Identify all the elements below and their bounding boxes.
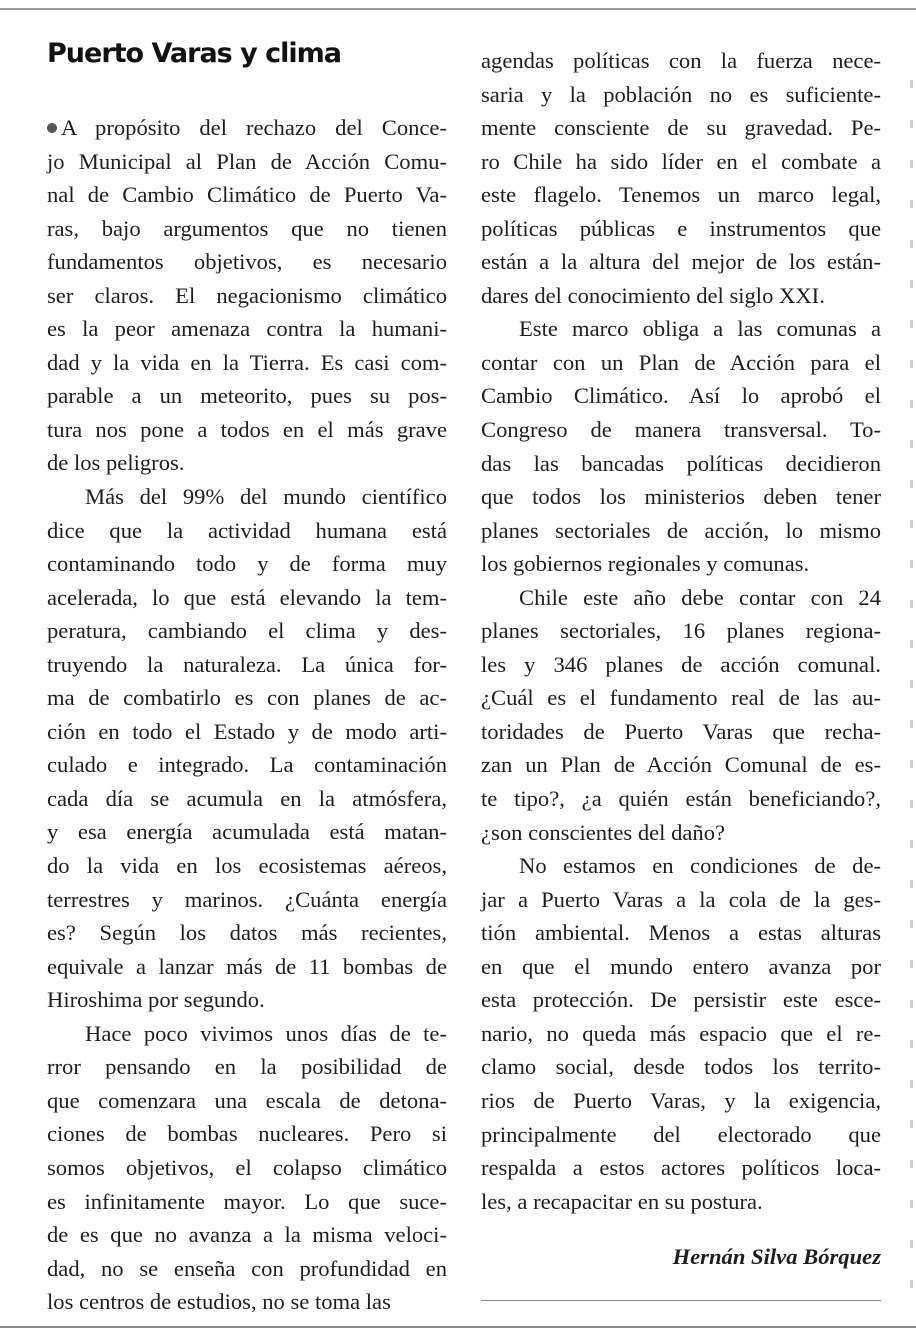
text-line: jo Municipal al Plan de Acción Comu- (47, 148, 447, 174)
text-line: cada día se acumula en la atmósfera, (47, 785, 447, 811)
text-line: somos objetivos, el colapso climático (47, 1154, 447, 1180)
text-line: equivale a lanzar más de 11 bombas de (47, 953, 447, 979)
text-line: ser claros. El negacionismo climático (47, 282, 447, 308)
text-line: truyendo la naturaleza. La única for- (47, 651, 447, 677)
text-line: los gobiernos regionales y comunas. (481, 551, 810, 577)
text-line: peratura, cambiando el clima y des- (47, 618, 447, 644)
text-line: contaminando todo y de forma muy (47, 551, 447, 577)
text-line: dad y la vida en la Tierra. Es casi com- (47, 349, 447, 375)
text-line: parable a un meteorito, pues su pos- (47, 383, 447, 409)
text-line: es infinitamente mayor. Lo que suce- (47, 1188, 447, 1214)
text-line: los centros de estudios, no se toma las (47, 1289, 391, 1315)
left-column (47, 111, 447, 1319)
text-line: ro Chile ha sido líder en el combate a (481, 148, 881, 174)
text-line: ¿son conscientes del daño? (481, 819, 726, 845)
text-line: principalmente del electorado que (481, 1121, 881, 1147)
text-line: dares del conocimiento del siglo XXI. (481, 282, 825, 308)
right-column (481, 44, 881, 1218)
text-line-content: A propósito del rechazo del Conce- (61, 115, 447, 140)
text-line: do la vida en los ecosistemas aéreos, (47, 853, 447, 879)
text-line: ción en todo el Estado y de modo arti- (47, 718, 447, 744)
scan-edge-marks (910, 80, 913, 1320)
text-line: de es que no avanza a la misma veloci- (47, 1222, 447, 1248)
text-line: saria y la población no es suficiente- (481, 81, 881, 107)
author-signature: Hernán Silva Bórquez (672, 1244, 881, 1269)
text-line: Cambio Climático. Así lo aprobó el (481, 383, 881, 409)
text-line: es la peor amenaza contra la humani- (47, 316, 447, 342)
top-rule (0, 8, 916, 10)
text-line: respalda a estos actores políticos loca- (481, 1155, 881, 1181)
text-line: planes sectoriales, 16 planes regiona- (481, 618, 881, 644)
text-line: rror pensando en la posibilidad de (47, 1054, 447, 1080)
text-line: clamo social, desde todos los territo- (481, 1054, 881, 1080)
text-line: contar con un Plan de Acción para el (481, 349, 881, 375)
text-line: de los peligros. (47, 450, 185, 476)
text-line: Chile este año debe contar con 24 (519, 584, 881, 610)
text-line: nario, no queda más espacio que el re- (481, 1020, 881, 1046)
text-line: Más del 99% del mundo científico (85, 484, 447, 510)
text-line: Este marco obliga a las comunas a (519, 316, 881, 342)
text-line: en que el mundo entero avanza por (481, 953, 881, 979)
text-line: fundamentos objetivos, es necesario (47, 249, 447, 275)
text-line: ras, bajo argumentos que no tienen (47, 215, 447, 241)
text-line: das las bancadas políticas decidieron (481, 450, 881, 476)
text-line: les y 346 planes de acción comunal. (481, 651, 881, 677)
text-line: que todos los ministerios deben tener (481, 484, 881, 510)
text-line: tión ambiental. Menos a estas alturas (481, 920, 881, 946)
text-line: nal de Cambio Climático de Puerto Va- (47, 182, 447, 208)
text-line: tura nos pone a todos en el más grave (47, 416, 447, 442)
text-line: mente consciente de su gravedad. Pe- (481, 115, 881, 141)
text-line: zan un Plan de Acción Comunal de es- (481, 752, 881, 778)
text-line: Hiroshima por segundo. (47, 987, 265, 1013)
text-line: ¿Cuál es el fundamento real de las au- (481, 685, 881, 711)
text-line: esta protección. De persistir este esce- (481, 987, 881, 1013)
text-line: dice que la actividad humana está (47, 517, 447, 543)
article-title: Puerto Varas y clima (47, 38, 342, 69)
text-line: te tipo?, ¿a quién están beneficiando?, (481, 786, 881, 812)
text-line: rios de Puerto Varas, y la exigencia, (481, 1087, 881, 1113)
text-line: agendas políticas con la fuerza nece- (481, 48, 881, 73)
text-line: están a la altura del mejor de los están- (481, 249, 881, 275)
text-line: dad, no se enseña con profundidad en (47, 1255, 447, 1281)
text-line: ma de combatirlo es con planes de ac- (47, 685, 447, 711)
text-line (47, 111, 447, 145)
text-line: les, a recapacitar en su postura. (481, 1188, 763, 1214)
text-line: jar a Puerto Varas a la cola de la ges- (481, 886, 881, 912)
text-line: Hace poco vivimos unos días de te- (85, 1020, 447, 1046)
text-line: No estamos en condiciones de de- (519, 853, 881, 879)
text-line: toridades de Puerto Varas que recha- (481, 718, 881, 744)
text-line: ciones de bombas nucleares. Pero si (47, 1121, 447, 1147)
bullet-icon (47, 123, 57, 133)
signature-rule (481, 1300, 881, 1301)
text-line: este flagelo. Tenemos un marco legal, (481, 182, 881, 208)
text-line: culado e integrado. La contaminación (47, 752, 447, 778)
text-line: políticas públicas e instrumentos que (481, 215, 881, 241)
text-line: terrestres y marinos. ¿Cuánta energía (47, 886, 447, 912)
text-line: acelerada, lo que está elevando la tem- (47, 584, 447, 610)
text-line: y esa energía acumulada está matan- (47, 819, 447, 845)
text-line: Congreso de manera transversal. To- (481, 417, 881, 443)
text-line: planes sectoriales de acción, lo mismo (481, 517, 881, 543)
text-line: que comenzara una escala de detona- (47, 1087, 447, 1113)
text-line: es? Según los datos más recientes, (47, 920, 447, 946)
bottom-rule (0, 1326, 916, 1328)
